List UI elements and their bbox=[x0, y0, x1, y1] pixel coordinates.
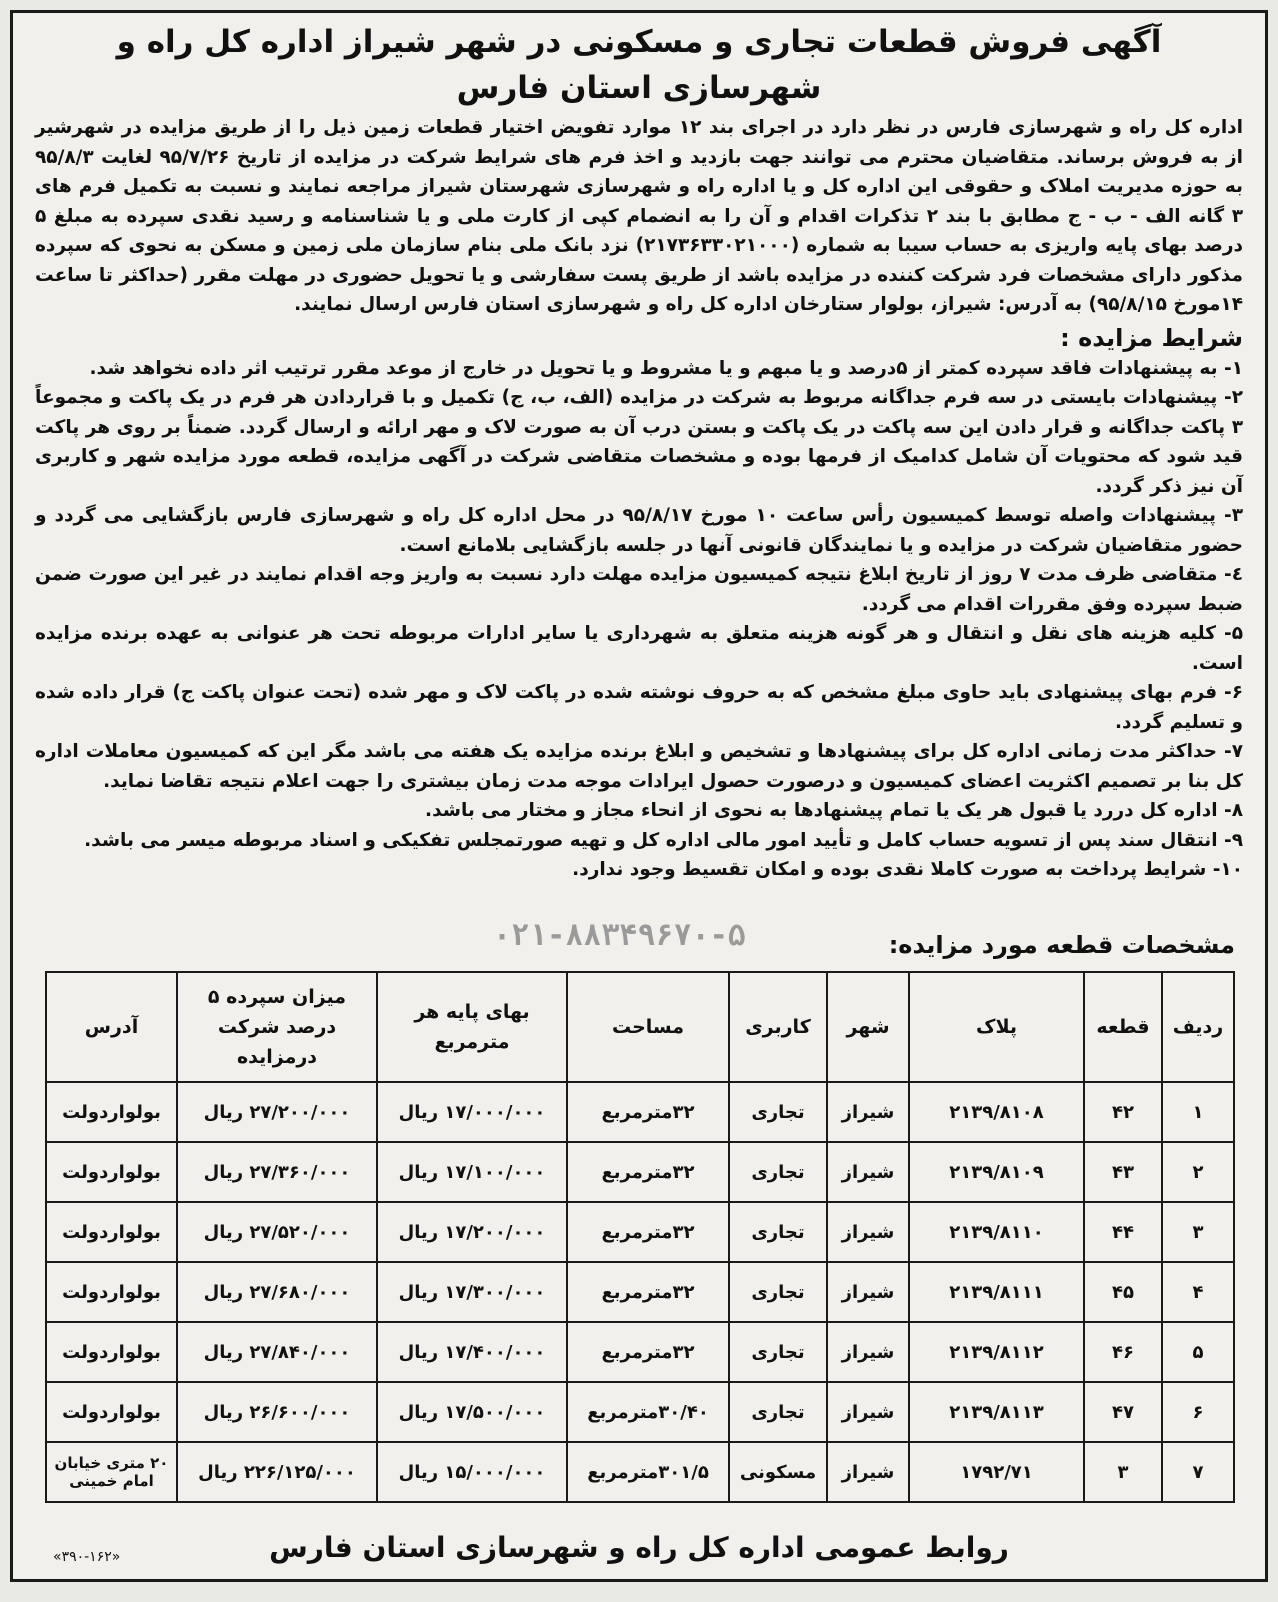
cell-area: ۳۲مترمربع bbox=[567, 1082, 729, 1142]
col-header-plate: پلاک bbox=[909, 972, 1084, 1082]
cell-city: شیراز bbox=[827, 1142, 909, 1202]
cell-deposit: ۲۷/۳۶۰/۰۰۰ ریال bbox=[177, 1142, 377, 1202]
cell-base-price: ۱۵/۰۰۰/۰۰۰ ریال bbox=[377, 1442, 567, 1502]
cell-address: بولواردولت bbox=[46, 1142, 177, 1202]
cell-row-number: ۵ bbox=[1162, 1322, 1234, 1382]
table-row bbox=[46, 1142, 1234, 1202]
cell-row-number: ۷ bbox=[1162, 1442, 1234, 1502]
cell-city: شیراز bbox=[827, 1202, 909, 1262]
cell-base-price: ۱۷/۱۰۰/۰۰۰ ریال bbox=[377, 1142, 567, 1202]
table-row bbox=[46, 1322, 1234, 1382]
cell-usage: مسکونی bbox=[729, 1442, 827, 1502]
cell-address: بولواردولت bbox=[46, 1202, 177, 1262]
cell-address: بولواردولت bbox=[46, 1082, 177, 1142]
condition-item: ٤- متقاضی ظرف مدت ۷ روز از تاریخ ابلاغ نتیجه کمیسیون مزایده مهلت دارد نسبت به واریز وجه اقدام نمایند در غیر این صورت ضمن ضبط سپرده وفق مقررات اقدام می گردد. bbox=[35, 564, 1243, 615]
lots-table bbox=[45, 971, 1235, 1503]
conditions-list bbox=[35, 354, 1243, 885]
col-header-address: آدرس bbox=[46, 972, 177, 1082]
cell-lot: ۴۶ bbox=[1084, 1322, 1162, 1382]
cell-base-price: ۱۷/۳۰۰/۰۰۰ ریال bbox=[377, 1262, 567, 1322]
cell-address: بولواردولت bbox=[46, 1382, 177, 1442]
cell-usage: تجاری bbox=[729, 1142, 827, 1202]
cell-deposit: ۲۷/۲۰۰/۰۰۰ ریال bbox=[177, 1082, 377, 1142]
cell-address: ۲۰ متری خیابان امام خمینی bbox=[46, 1442, 177, 1502]
cell-address: بولواردولت bbox=[46, 1322, 177, 1382]
cell-base-price: ۱۷/۵۰۰/۰۰۰ ریال bbox=[377, 1382, 567, 1442]
cell-area: ۳۲مترمربع bbox=[567, 1262, 729, 1322]
cell-usage: تجاری bbox=[729, 1382, 827, 1442]
footer-public-relations: روابط عمومی اداره کل راه و شهرسازی استان فارس bbox=[269, 1531, 1009, 1564]
cell-deposit: ۲۷/۵۲۰/۰۰۰ ریال bbox=[177, 1202, 377, 1262]
col-header-deposit: میزان سپرده ۵ درصد شرکت درمزایده bbox=[177, 972, 377, 1082]
cell-usage: تجاری bbox=[729, 1322, 827, 1382]
ad-code: «۳۹۰-۱۶۲» bbox=[53, 1549, 121, 1565]
cell-lot: ۴۷ bbox=[1084, 1382, 1162, 1442]
cell-row-number: ۲ bbox=[1162, 1142, 1234, 1202]
cell-plate: ۲۱۳۹/۸۱۰۹ bbox=[909, 1142, 1084, 1202]
table-row bbox=[46, 1442, 1234, 1502]
cell-row-number: ۱ bbox=[1162, 1082, 1234, 1142]
condition-item: ۳- پیشنهادات واصله توسط کمیسیون رأس ساعت ۱۰ مورخ ۹۵/۸/۱۷ در محل اداره کل راه و شهرسازی فارس بازگشایی می گردد و حضور متقاضیان شرکت در مزایده و یا نمایندگان قانونی آنها در جلسه بازگشایی بلامانع است. bbox=[35, 505, 1243, 556]
ad-title: آگهی فروش قطعات تجاری و مسکونی در شهر شیراز اداره کل راه و شهرسازی استان فارس bbox=[116, 24, 1162, 106]
cell-row-number: ۶ bbox=[1162, 1382, 1234, 1442]
condition-item: ۹- انتقال سند پس از تسویه حساب کامل و تأیید امور مالی اداره کل و تهیه صورتمجلس تفکیکی و اسناد مربوطه میسر می باشد. bbox=[84, 829, 1243, 851]
cell-plate: ۲۱۳۹/۸۱۰۸ bbox=[909, 1082, 1084, 1142]
condition-item: ۲- پیشنهادات بایستی در سه فرم جداگانه مربوط به شرکت در مزایده (الف، ب، ج) تکمیل و با قراردادن هر فرم در یک پاکت و مجموعاً ۳ پاکت جداگانه و قرار دادن این سه پاکت در یک پاکت و بستن درب آن به صورت لاک و مهر ارائه و ارسال گردد. ضمناً بر روی هر پاکت قید شود که محتویات آن شامل کدامیک از فرمها بوده و مشخصات متقاضی شرکت در آگهی مزایده، قطعه مورد مزایده شهر و کاربری آن نیز ذکر گردد. bbox=[35, 387, 1243, 497]
cell-usage: تجاری bbox=[729, 1202, 827, 1262]
cell-city: شیراز bbox=[827, 1382, 909, 1442]
cell-area: ۳۰۱/۵مترمربع bbox=[567, 1442, 729, 1502]
table-header-row bbox=[46, 972, 1234, 1082]
cell-city: شیراز bbox=[827, 1262, 909, 1322]
cell-area: ۳۲مترمربع bbox=[567, 1142, 729, 1202]
table-row bbox=[46, 1382, 1234, 1442]
advertisement-page bbox=[10, 10, 1268, 1582]
conditions-heading: شرایط مزایده : bbox=[1060, 323, 1243, 352]
cell-address: بولواردولت bbox=[46, 1262, 177, 1322]
cell-deposit: ۲۷/۸۴۰/۰۰۰ ریال bbox=[177, 1322, 377, 1382]
table-row bbox=[46, 1082, 1234, 1142]
cell-city: شیراز bbox=[827, 1442, 909, 1502]
cell-plate: ۲۱۳۹/۸۱۱۱ bbox=[909, 1262, 1084, 1322]
cell-plate: ۱۷۹۲/۷۱ bbox=[909, 1442, 1084, 1502]
col-header-city: شهر bbox=[827, 972, 909, 1082]
intro-paragraph: اداره کل راه و شهرسازی فارس در نظر دارد در اجرای بند ۱۲ موارد تفویض اختیار قطعات زمین ذیل را از طریق مزایده در شهرشیر از به فروش برساند. متقاضیان محترم می توانند جهت بازدید و اخذ فرم های شرایط شرکت در مزایده از تاریخ ۹۵/۷/۲۶ لغایت ۹۵/۸/۳ به حوزه مدیریت املاک و حقوقی این اداره کل و یا اداره راه و شهرسازی شهرستان شیراز مراجعه نمایند و نسبت به تکمیل فرم های ۳ گانه الف - ب - ج مطابق با بند ۲ تذکرات اقدام و آن را به انضمام کپی از کارت ملی و یا شناسنامه و رسید نقدی سپرده به مبلغ ۵ درصد بهای پایه واریزی به حساب سیبا به شماره (۲۱۷۳۶۳۳۰۲۱۰۰۰) نزد بانک ملی بنام سازمان ملی زمین و مسکن به نحوی که سپرده مذکور دارای مشخصات فرد شرکت کننده در مزایده باشد از طریق پست سفارشی و یا تحویل حضوری در مهلت مقرر (حداکثر تا ساعت ۱۴مورخ ۹۵/۸/۱۵) به آدرس: شیراز، بولوار ستارخان اداره کل راه و شهرسازی استان فارس ارسال نمایند. bbox=[35, 117, 1244, 315]
cell-deposit: ۲۶/۶۰۰/۰۰۰ ریال bbox=[177, 1382, 377, 1442]
cell-area: ۳۰/۴۰مترمربع bbox=[567, 1382, 729, 1442]
cell-lot: ۳ bbox=[1084, 1442, 1162, 1502]
col-header-row-number: ردیف bbox=[1162, 972, 1234, 1082]
cell-lot: ۴۲ bbox=[1084, 1082, 1162, 1142]
table-row bbox=[46, 1262, 1234, 1322]
cell-city: شیراز bbox=[827, 1082, 909, 1142]
phone-number: ۰۲۱-۸۸۳۴۹۶۷۰-۵ bbox=[493, 918, 746, 953]
condition-item: ۱۰- شرایط پرداخت به صورت کاملا نقدی بوده و امکان تقسیط وجود ندارد. bbox=[572, 859, 1243, 880]
col-header-base-price: بهای پایه هر مترمربع bbox=[377, 972, 567, 1082]
cell-area: ۳۲مترمربع bbox=[567, 1322, 729, 1382]
condition-item: ۸- اداره کل دررد یا قبول هر یک یا تمام پیشنهادها به نحوی از انحاء مجاز و مختار می باشد. bbox=[425, 800, 1243, 821]
cell-lot: ۴۴ bbox=[1084, 1202, 1162, 1262]
condition-item: ۵- کلیه هزینه های نقل و انتقال و هر گونه هزینه متعلق به شهرداری یا سایر ادارات مربوطه تحت هر عنوانی به عهده برنده مزایده است. bbox=[35, 623, 1243, 674]
cell-lot: ۴۵ bbox=[1084, 1262, 1162, 1322]
cell-base-price: ۱۷/۲۰۰/۰۰۰ ریال bbox=[377, 1202, 567, 1262]
col-header-usage: کاربری bbox=[729, 972, 827, 1082]
table-row bbox=[46, 1202, 1234, 1262]
spec-heading: مشخصات قطعه مورد مزایده: bbox=[888, 931, 1235, 959]
cell-deposit: ۲۷/۶۸۰/۰۰۰ ریال bbox=[177, 1262, 377, 1322]
cell-usage: تجاری bbox=[729, 1082, 827, 1142]
cell-deposit: ۲۲۶/۱۲۵/۰۰۰ ریال bbox=[177, 1442, 377, 1502]
cell-usage: تجاری bbox=[729, 1262, 827, 1322]
cell-plate: ۲۱۳۹/۸۱۱۰ bbox=[909, 1202, 1084, 1262]
condition-item: ۶- فرم بهای پیشنهادی باید حاوی مبلغ مشخص که به حروف نوشته شده در پاکت لاک و مهر شده (تحت عنوان پاکت ج) قرار داده شده و تسلیم گردد. bbox=[35, 682, 1243, 733]
cell-row-number: ۳ bbox=[1162, 1202, 1234, 1262]
cell-plate: ۲۱۳۹/۸۱۱۲ bbox=[909, 1322, 1084, 1382]
cell-plate: ۲۱۳۹/۸۱۱۳ bbox=[909, 1382, 1084, 1442]
cell-area: ۳۲مترمربع bbox=[567, 1202, 729, 1262]
cell-row-number: ۴ bbox=[1162, 1262, 1234, 1322]
cell-base-price: ۱۷/۴۰۰/۰۰۰ ریال bbox=[377, 1322, 567, 1382]
condition-item: ۱- به پیشنهادات فاقد سپرده کمتر از ۵درصد و یا مبهم و یا مشروط و یا تحویل در خارج از موعد مقرر ترتیب اثر داده نخواهد شد. bbox=[89, 357, 1243, 379]
condition-item: ۷- حداکثر مدت زمانی اداره کل برای پیشنهادها و تشخیص و ابلاغ برنده مزایده یک هفته می باشد مگر این که کمیسیون معاملات اداره کل بنا بر تصمیم اکثریت اعضای کمیسیون و درصورت حصول ایرادات موجه مدت زمان بیشتری را جهت اعلام نتیجه تقاضا نماید. bbox=[35, 741, 1243, 792]
col-header-lot: قطعه bbox=[1084, 972, 1162, 1082]
cell-city: شیراز bbox=[827, 1322, 909, 1382]
col-header-area: مساحت bbox=[567, 972, 729, 1082]
cell-base-price: ۱۷/۰۰۰/۰۰۰ ریال bbox=[377, 1082, 567, 1142]
cell-lot: ۴۳ bbox=[1084, 1142, 1162, 1202]
